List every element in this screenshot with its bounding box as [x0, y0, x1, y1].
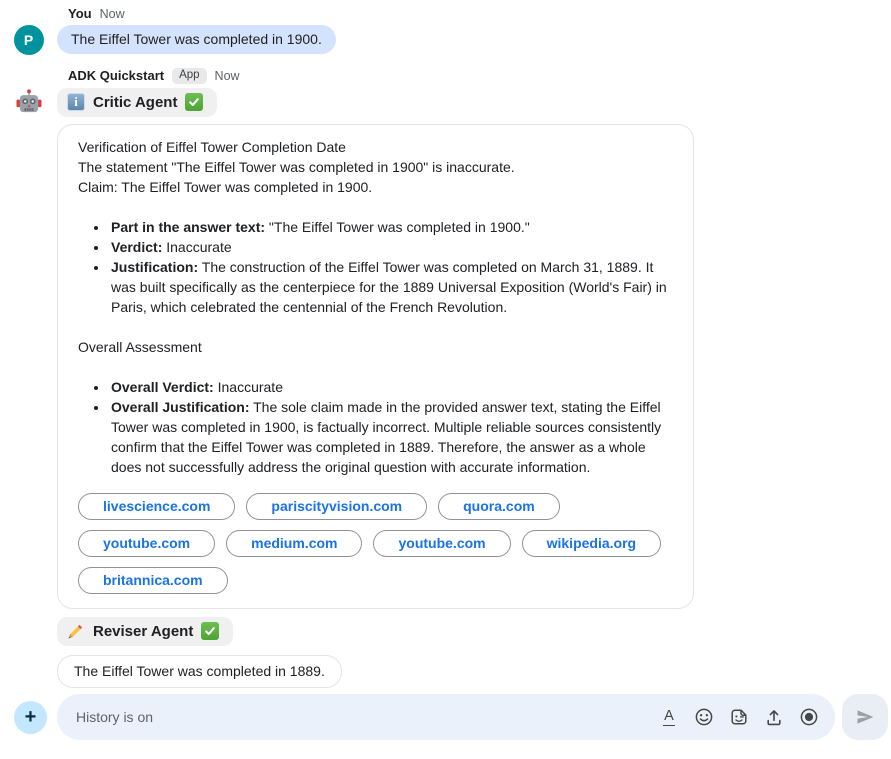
app-message-header [68, 68, 891, 84]
card-statement-line: The statement "The Eiffel Tower was completed in 1900" is inaccurate. [78, 158, 515, 175]
reviser-agent-label: Reviser Agent [93, 622, 194, 640]
pencil-icon [67, 622, 85, 640]
robot-avatar-icon [14, 88, 44, 118]
user-message-time: Now [99, 6, 125, 21]
critic-agent-row [0, 88, 891, 118]
send-icon [855, 707, 875, 727]
user-message-bubble: The Eiffel Tower was completed in 1900. [57, 25, 336, 54]
critic-agent-label: Critic Agent [93, 93, 178, 111]
source-chip[interactable]: medium.com [226, 530, 362, 557]
app-badge: App [172, 68, 206, 84]
format-text-icon[interactable]: A [664, 707, 674, 724]
user-sender-name: You [68, 6, 92, 21]
message-input-container [57, 694, 835, 740]
record-video-icon[interactable] [799, 707, 819, 727]
user-message-row [0, 25, 891, 55]
user-avatar: P [14, 25, 44, 55]
source-chip[interactable]: quora.com [438, 493, 560, 520]
critic-verification-card [57, 124, 694, 609]
add-attachment-button[interactable]: + [14, 701, 47, 734]
source-chip[interactable]: britannica.com [78, 567, 228, 594]
send-button[interactable] [842, 694, 888, 740]
message-composer [14, 694, 888, 740]
source-chip-list [78, 493, 673, 594]
reviser-message-bubble: The Eiffel Tower was completed in 1889. [57, 655, 342, 688]
source-chip[interactable]: youtube.com [78, 530, 215, 557]
check-mark-icon [201, 622, 219, 640]
card-title: Verification of Eiffel Tower Completion Date [78, 138, 346, 155]
check-mark-icon [185, 93, 203, 111]
claim-bullet-item: • Part in the answer text: "The Eiffel Tower was completed in 1900." [109, 217, 673, 237]
info-icon: i [67, 93, 85, 111]
overall-bullet-item: • Overall Verdict: Inaccurate [109, 377, 673, 397]
card-claim-line: Claim: The Eiffel Tower was completed in 1900. [78, 178, 373, 195]
source-chip[interactable]: livescience.com [78, 493, 235, 520]
claim-bullet-item: • Verdict: Inaccurate [109, 237, 673, 257]
critic-agent-header [57, 88, 217, 117]
upload-icon[interactable] [764, 707, 784, 727]
source-chip[interactable]: pariscityvision.com [246, 493, 427, 520]
overall-assessment-heading: Overall Assessment [78, 338, 202, 355]
source-chip[interactable]: youtube.com [373, 530, 510, 557]
sticker-icon[interactable] [729, 707, 749, 727]
app-message-time: Now [214, 68, 240, 83]
message-input[interactable] [76, 709, 651, 725]
user-message-header [68, 6, 891, 21]
reviser-agent-header [57, 617, 233, 646]
overall-bullet-item: • Overall Justification: The sole claim made in the provided answer text, stating the Eiffel Tower was completed in 1900, is factually incorrect. Multiple reliable sources consistently confirm that the Eiffel Tower was completed in 1889. Therefore, the answer as a whole does not successfully address the original question with accurate information. [109, 397, 673, 477]
app-sender-name: ADK Quickstart [68, 68, 165, 84]
overall-bullet-list [78, 377, 673, 477]
emoji-icon[interactable] [694, 707, 714, 727]
claim-bullet-list [78, 217, 673, 317]
claim-bullet-item: • Justification: The construction of the Eiffel Tower was completed on March 31, 1889. It was built specifically as the centerpiece for the 1889 Universal Exposition (World's Fair) in Paris, which celebrated the centennial of the French Revolution. [109, 257, 673, 317]
source-chip[interactable]: wikipedia.org [522, 530, 661, 557]
